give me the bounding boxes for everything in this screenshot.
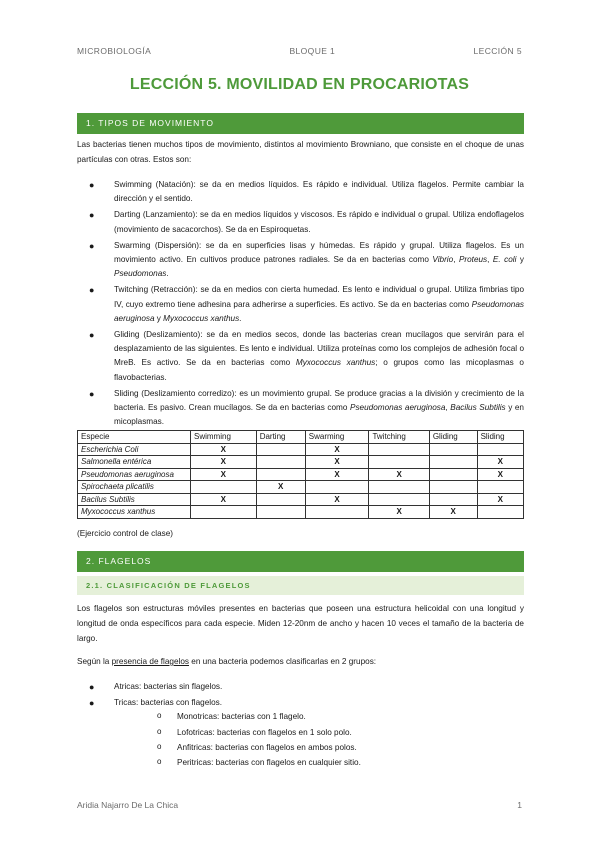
page-title: LECCIÓN 5. MOVILIDAD EN PROCARIOTAS xyxy=(129,76,470,93)
table-cell: X xyxy=(477,493,523,506)
list-item: ● Gliding (Deslizamiento): se da en medios secos, donde las bacterias crean mucílagos que servirán para el desplazamiento de las siguientes. Es lento e individual. Utiliza proteínas como los complejos de adhesión focal o MreB. Es activo. Se da en bacterias como Myxococcus xanthus; o grupos como las micoplasmas o flavobacterias. xyxy=(89,330,524,382)
table-cell xyxy=(191,481,257,494)
table-cell xyxy=(369,456,429,469)
table-cell xyxy=(369,493,429,506)
table-cell xyxy=(256,506,305,519)
section-2-1-heading: 2.1. CLASIFICACIÓN DE FLAGELOS xyxy=(77,576,524,595)
table-cell xyxy=(429,481,477,494)
list-subitem: o Anfitricas: bacterias con flagelos en ambos polos. xyxy=(157,741,357,752)
table-cell xyxy=(429,456,477,469)
table-cell: X xyxy=(429,506,477,519)
table-row xyxy=(78,456,524,469)
table-cell xyxy=(256,493,305,506)
table-header-row xyxy=(78,431,524,444)
footer-author: Aridia Najarro De La Chica xyxy=(77,800,179,810)
table-row xyxy=(78,493,524,506)
movement-table xyxy=(77,430,524,519)
page-header xyxy=(77,46,522,56)
table-row xyxy=(78,481,524,494)
table-cell xyxy=(256,456,305,469)
table-cell: X xyxy=(477,456,523,469)
table-header-cell: Gliding xyxy=(429,431,477,444)
list-subitem: o Monotricas: bacterias con 1 flagelo. xyxy=(157,711,306,722)
table-cell xyxy=(191,506,257,519)
list-item: ● Swimming (Natación): se da en medios líquidos. Es rápido e individual. Utiliza flagelos. Permite cambiar la dirección y el sentido. xyxy=(89,180,524,204)
tricas-subtypes-list xyxy=(114,710,524,770)
species-cell: Pseudomonas aeruginosa xyxy=(78,468,191,481)
flagella-classification-intro: Según la presencia de flagelos en una bacteria podemos clasificarlas en 2 grupos: xyxy=(77,657,377,666)
table-cell xyxy=(477,506,523,519)
table-cell xyxy=(477,443,523,456)
table-header-cell: Twitching xyxy=(369,431,429,444)
header-block: BLOQUE 1 xyxy=(289,46,336,56)
species-cell: Bacilus Subtilis xyxy=(78,493,191,506)
list-item: ● Tricas: bacterias con flagelos. o Monotricas: bacterias con 1 flagelo. o Lofotricas: bacterias con flagelos en 1 solo polo. o Anfitricas: bacterias con flagelos en ambos polos. o Peritricas: bacterias con flagelos en cualquier sitio. xyxy=(77,696,524,770)
list-subitem: o Peritricas: bacterias con flagelos en cualquier sitio. xyxy=(157,757,361,768)
table-header-cell: Darting xyxy=(256,431,305,444)
table-cell: X xyxy=(191,443,257,456)
table-cell: X xyxy=(305,493,369,506)
species-cell: Escherichia Coli xyxy=(78,443,191,456)
table-cell: X xyxy=(191,456,257,469)
table-row xyxy=(78,468,524,481)
header-lesson: LECCIÓN 5 xyxy=(473,46,522,56)
table-header-cell: Sliding xyxy=(477,431,523,444)
table-cell xyxy=(369,481,429,494)
table-cell: X xyxy=(305,443,369,456)
list-item: ● Twitching (Retracción): se da en medios con cierta humedad. Es lento e individual o grupal. Utiliza fimbrias tipo IV, cuyo extremo tiene adhesina para adherirse a superficies. Es activo. Se da en bacterias como Pseudomonas aeruginosa y Myxococcus xanthus. xyxy=(89,285,524,323)
species-cell: Myxococcus xanthus xyxy=(78,506,191,519)
table-row xyxy=(78,506,524,519)
list-item: ● Atricas: bacterias sin flagelos. xyxy=(89,682,223,692)
section-1-heading: 1. TIPOS DE MOVIMIENTO xyxy=(77,113,524,134)
section-2-heading: 2. FLAGELOS xyxy=(77,551,524,572)
flagella-groups-list xyxy=(77,680,524,772)
table-cell xyxy=(429,468,477,481)
table-cell: X xyxy=(305,456,369,469)
header-subject: MICROBIOLOGÍA xyxy=(77,46,152,56)
table-cell: X xyxy=(477,468,523,481)
table-cell: X xyxy=(369,468,429,481)
movement-types-list xyxy=(77,178,524,431)
table-header-cell: Especie xyxy=(78,431,191,444)
table-cell: X xyxy=(191,493,257,506)
table-cell xyxy=(429,443,477,456)
flagella-description: Los flagelos son estructuras móviles presentes en bacterias que poseen una estructura helicoidal con una longitud y longitud de onda específicos para cada especie. Miden 12-20nm de ancho y hacen 10 veces el tamaño de la bacteria de largo. xyxy=(77,604,524,643)
species-cell: Spirochaeta plicatilis xyxy=(78,481,191,494)
list-item: ● Sliding (Deslizamiento corredizo): es un movimiento grupal. Se produce gracias a la división y crecimiento de la bacteria. Es pasivo. Crean mucílagos. Se da en bacterias como Pseudomonas aeruginosa, Bacilus Subtilis y en micoplasmas. xyxy=(89,388,524,427)
table-header-cell: Swimming xyxy=(191,431,257,444)
table-cell xyxy=(429,493,477,506)
exercise-note: (Ejercicio control de clase) xyxy=(77,529,174,538)
list-item: ● Swarming (Dispersión): se da en superficies lisas y húmedas. Es rápido y grupal. Utiliza flagelos. Es un movimiento activo. En cultivos produce patrones radiales. Se da en bacterias como Vibrio, Proteus, E. coli y Pseudomonas. xyxy=(89,240,524,279)
table-cell xyxy=(256,443,305,456)
table-cell: X xyxy=(256,481,305,494)
table-cell xyxy=(305,481,369,494)
table-cell: X xyxy=(369,506,429,519)
table-cell: X xyxy=(191,468,257,481)
table-cell xyxy=(369,443,429,456)
list-subitem: o Lofotricas: bacterias con flagelos en 1 solo polo. xyxy=(157,726,352,737)
section-1-intro: Las bacterias tienen muchos tipos de movimiento, distintos al movimiento Browniano, que consiste en el choque de unas partículas con otras. Estos son: xyxy=(77,140,524,164)
table-cell xyxy=(477,481,523,494)
table-row xyxy=(78,443,524,456)
table-header-cell: Swarming xyxy=(305,431,369,444)
species-cell: Salmonella entérica xyxy=(78,456,191,469)
page-number: 1 xyxy=(517,800,522,810)
table-cell: X xyxy=(305,468,369,481)
table-cell xyxy=(256,468,305,481)
table-cell xyxy=(305,506,369,519)
list-item: ● Darting (Lanzamiento): se da en medios líquidos y viscosos. Es rápido e individual o grupal. Utiliza endoflagelos (movimiento de sacacorchos). Se da en Espiroquetas. xyxy=(89,210,524,234)
